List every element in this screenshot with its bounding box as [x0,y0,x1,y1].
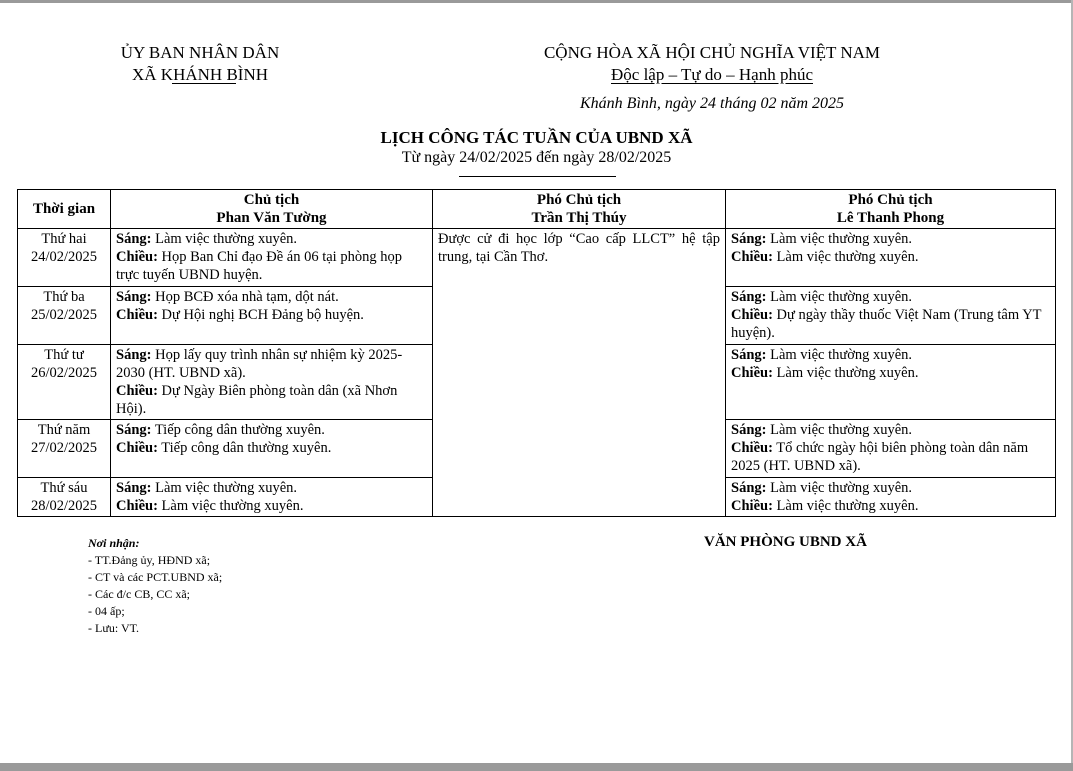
morning-task: Làm việc thường xuyên. [151,231,298,247]
org-underline [172,83,236,84]
afternoon-task: Tiếp công dân thường xuyên. [157,440,332,456]
morning-label: Sáng: [731,289,767,305]
day-name: Thứ hai [41,231,87,247]
afternoon-label: Chiều: [731,365,773,381]
chairman-schedule [111,345,433,420]
afternoon-task: Làm việc thường xuyên. [157,498,304,514]
morning-task: Làm việc thường xuyên. [766,480,913,496]
afternoon-task: Làm việc thường xuyên. [772,498,919,514]
day-date: 24/02/2025 [30,249,98,265]
morning-label: Sáng: [731,347,767,363]
document-subtitle: Từ ngày 24/02/2025 đến ngày 28/02/2025 [401,149,672,166]
day-cell [18,287,111,345]
chairman-schedule [111,420,433,478]
morning-task: Làm việc thường xuyên. [766,422,913,438]
morning-label: Sáng: [116,289,152,305]
header-vice-chairman-2 [726,190,1056,229]
afternoon-label: Chiều: [731,440,773,456]
national-motto: Độc lập – Tự do – Hạnh phúc [611,65,813,84]
day-date: 26/02/2025 [30,365,98,381]
day-cell [18,229,111,287]
morning-label: Sáng: [731,422,767,438]
page-bottom-bar [0,763,1073,771]
org-line-2: XÃ KHÁNH BÌNH [132,65,268,84]
chairman-name: Phan Văn Tường [216,210,327,226]
afternoon-label: Chiều: [731,249,773,265]
national-header [512,42,912,86]
afternoon-task: Làm việc thường xuyên. [772,365,919,381]
afternoon-label: Chiều: [731,498,773,514]
morning-task: Họp BCĐ xóa nhà tạm, dột nát. [151,289,339,305]
header-time: Thời gian [18,190,111,229]
afternoon-task: Tổ chức ngày hội biên phòng toàn dân năm 2025 (HT. UBND xã). [731,440,1029,474]
day-name: Thứ ba [43,289,85,305]
recipient-item: - CT và các PCT.UBND xã; [88,570,223,584]
recipient-item: - Các đ/c CB, CC xã; [88,587,190,601]
morning-label: Sáng: [731,231,767,247]
morning-task: Làm việc thường xuyên. [766,231,913,247]
table-header-row [18,190,1056,229]
vice-chairman-1-role: Phó Chủ tịch [536,192,622,208]
afternoon-label: Chiều: [731,307,773,323]
chairman-role: Chủ tịch [243,192,300,208]
morning-label: Sáng: [116,422,152,438]
afternoon-task: Họp Ban Chỉ đạo Đề án 06 tại phòng họp trực tuyến UBND huyện. [116,249,402,283]
morning-label: Sáng: [731,480,767,496]
day-name: Thứ năm [37,422,91,438]
recipient-item: - Lưu: VT. [88,621,140,635]
chairman-schedule [111,287,433,345]
morning-task: Làm việc thường xuyên. [766,347,913,363]
vice-chairman-2-schedule [726,229,1056,287]
chairman-schedule [111,229,433,287]
day-cell [18,478,111,517]
afternoon-task: Dự Ngày Biên phòng toàn dân (xã Nhơn Hội). [116,383,398,417]
afternoon-task: Dự ngày thầy thuốc Việt Nam (Trung tâm YT huyện). [731,307,1042,341]
header-chairman [111,190,433,229]
vice-chairman-2-name: Lê Thanh Phong [836,210,945,226]
recipients-block [88,535,222,637]
afternoon-task: Dự Hội nghị BCH Đảng bộ huyện. [157,307,364,323]
morning-label: Sáng: [116,231,152,247]
vice-chairman-1-schedule: Được cử đi học lớp “Cao cấp LLCT” hệ tập trung, tại Cần Thơ. [433,229,726,517]
afternoon-label: Chiều: [116,249,158,265]
day-name: Thứ sáu [40,480,88,496]
afternoon-label: Chiều: [116,383,158,399]
header-vice-chairman-1 [433,190,726,229]
day-date: 25/02/2025 [30,307,98,323]
vice-chairman-2-schedule [726,345,1056,420]
document-title: LỊCH CÔNG TÁC TUẦN CỦA UBND XÃ [380,128,693,147]
morning-label: Sáng: [116,480,152,496]
afternoon-label: Chiều: [116,498,158,514]
place-date: Khánh Bình, ngày 24 tháng 02 năm 2025 [580,95,844,112]
vice-chairman-2-role: Phó Chủ tịch [848,192,933,208]
schedule-table [17,189,1056,517]
day-name: Thứ tư [44,347,84,363]
day-cell [18,420,111,478]
morning-task: Họp lấy quy trình nhân sự nhiệm kỳ 2025-2030 (HT. UBND xã). [116,347,403,381]
recipient-item: - TT.Đảng ủy, HĐND xã; [88,553,211,567]
day-cell [18,345,111,420]
morning-label: Sáng: [116,347,152,363]
recipient-item: - 04 ấp; [88,604,125,618]
chairman-schedule [111,478,433,517]
page-top-border [0,0,1073,3]
vice-chairman-2-schedule [726,478,1056,517]
recipients-title: Nơi nhận: [88,536,140,550]
day-date: 27/02/2025 [30,440,98,456]
subtitle-underline [459,176,616,177]
vice-chairman-1-name: Trần Thị Thúy [531,210,627,226]
office-signature: VĂN PHÒNG UBND XÃ [704,534,867,550]
afternoon-label: Chiều: [116,440,158,456]
afternoon-label: Chiều: [116,307,158,323]
org-line-1: ỦY BAN NHÂN DÂN [120,43,280,62]
day-date: 28/02/2025 [30,498,98,514]
morning-task: Làm việc thường xuyên. [151,480,298,496]
vice-chairman-2-schedule [726,420,1056,478]
afternoon-task: Làm việc thường xuyên. [772,249,919,265]
morning-task: Làm việc thường xuyên. [766,289,913,305]
morning-task: Tiếp công dân thường xuyên. [151,422,325,438]
table-row [18,229,1056,287]
vice-chairman-2-schedule [726,287,1056,345]
nation-name: CỘNG HÒA XÃ HỘI CHỦ NGHĨA VIỆT NAM [543,43,881,62]
issuing-organization [100,42,300,86]
